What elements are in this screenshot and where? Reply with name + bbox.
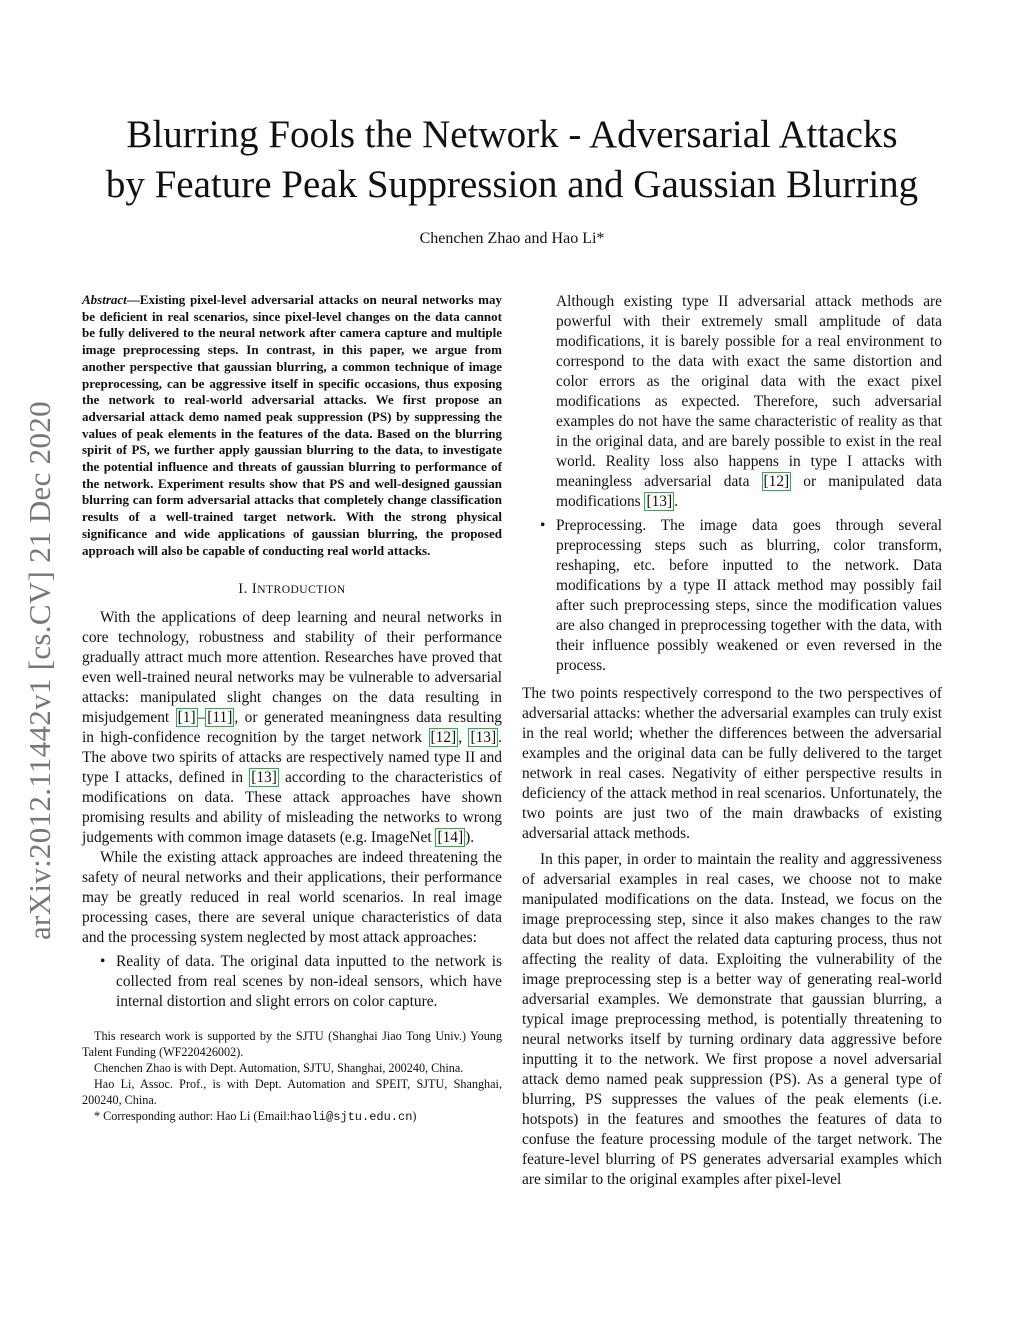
right-column [522, 292, 942, 1190]
left-column [82, 292, 502, 1125]
abstract-text: —Existing pixel-level adversarial attacks on neural networks may be deficient in real scenarios, since pixel-level changes on the data cannot be fully delivered to the neural network after camera capture and multiple image preprocessing steps. In contrast, in this paper, we argue from another perspective that gaussian blurring, a common technique of image preprocessing, can be aggressive itself in specific occasions, thus exposing the network to real-world adversarial attacks. We first propose an adversarial attack demo named peak suppression (PS) by suppressing the values of peak elements in the features of the data. Based on the blurring spirit of PS, we further apply gaussian blurring to the data, to investigate the potential influence and threats of gaussian blurring to performance of the network. Experiment results show that PS and well-designed gaussian blurring can form adversarial attacks that completely change classification results of a well-trained target network. With the strong physical significance and wide applications of gaussian blurring, the proposed approach will also be capable of conducting real world attacks. [82, 292, 502, 558]
citation-link[interactable]: [13] [470, 729, 497, 747]
bullet-reality-of-data: • Reality of data. The original data inputted to the network is collected from real scenes by non-ideal sensors, which have internal distortion and slight errors on color capture. [116, 952, 502, 1012]
citation-link[interactable]: [13] [251, 769, 277, 787]
paragraph-two-points: The two points respectively correspond to the two perspectives of adversarial attacks: whether the adversarial examples can truly exist in the real world; whether the differences between the adversarial examples and the original data can be fully delivered to the target network in real cases. Negativity of either perspective results in deficiency of the attack method in real scenarios. Unfortunately, the two points are just two of the main drawbacks of existing adversarial attack methods. [522, 685, 942, 842]
intro-paragraph-1: With the applications of deep learning and neural networks in core technology, robustness and stability of their performance gradually attract much more attention. Researches have proved that even well-trained neural networks may be vulnerable to adversarial attacks: manipulated slight changes on the data resulting in misjudgement [1] – [11] , or generated meaningness data resulting in high-confidence recognition by the target network [12] , [13] . The above two spirits of attacks are respectively named type II and type I attacks, defined in [13] according to the characteristics of modifications on data. These attack approaches have shown promising results and ability of misleading the networks to wrong judgements with common image datasets (e.g. ImageNet [14] ). [82, 609, 502, 847]
title-line-2: by Feature Peak Suppression and Gaussian Blurring [105, 163, 919, 206]
authors: Chenchen Zhao and Hao Li* [419, 230, 605, 247]
bullet-continuation: Although existing type II adversarial attack methods are powerful with their extremely small amplitude of data modifications, it is barely possible for a real environment to correspond to the data with exact the same distortion and color errors as the original data with the exact pixel modifications as expected. Therefore, such adversarial examples do not have the same characteristic of reality as that in the original data, and are barely possible to exist in the real world. Reality loss also happens in type I attacks with meaningless adversarial data [12] or manipulated data modifications [13] . [556, 293, 942, 510]
paragraph-this-paper: In this paper, in order to maintain the reality and aggressiveness of adversarial examples in real cases, we choose not to make manipulated modifications on the data. Instead, we focus on the image preprocessing step, since it also makes changes to the raw data but does not affect the related data capturing process, thus not affecting the reality of data. Exploiting the vulnerability of the image preprocessing step is a better way of generating real-world adversarial examples. We demonstrate that gaussian blurring, a typical image preprocessing method, is potentially threatening to neural networks itself by turning ordinary data aggressive before inputting it to the network. We first propose a novel adversarial attack demo named peak suppression (PS). As a general type of blurring, PS suppresses the values of the peak elements (i.e. hotspots) in the features and smoothes the features of data to confuse the feature processing module of the target network. The feature-level blurring of PS generates adversarial examples which are similar to the original examples after pixel-level [522, 851, 942, 1188]
citation-link[interactable]: [14] [437, 829, 464, 847]
footnotes [82, 1028, 502, 1125]
bullet-preprocessing: • Preprocessing. The image data goes through several preprocessing steps such as blurring, color transform, reshaping, etc. before inputted to the network. Data modifications by a type II attack method may possibly fail after such preprocessing steps, since the modification values are also changed in preprocessing together with the data, with their influence possibly weakened or even reversed in the process. [556, 516, 942, 676]
paper-title [70, 110, 954, 210]
title-line-1: Blurring Fools the Network - Adversarial Attacks [126, 113, 898, 156]
bullet-list-continued [522, 292, 942, 676]
citation-link[interactable]: [12] [430, 729, 457, 747]
footnote-corresponding: * Corresponding author: Hao Li (Email:haoli@sjtu.edu.cn) [94, 1109, 417, 1125]
abstract-label: Abstract [82, 292, 127, 307]
bullet-list [82, 952, 502, 1012]
footnote-funding: This research work is supported by the SJTU (Shanghai Jiao Tong Univ.) Young Talent Funding (WF220426002). [82, 1029, 502, 1060]
citation-link[interactable]: [13] [646, 493, 673, 510]
abstract [82, 292, 502, 559]
citation-link[interactable]: [1] [177, 709, 196, 727]
intro-paragraph-2: While the existing attack approaches are indeed threatening the safety of neural networks and their applications, their performance may be greatly reduced in real world scenarios. In real image processing cases, there are several unique characteristics of data and the processing system neglected by most attack approaches: [82, 849, 502, 947]
footnote-author-2: Hao Li, Assoc. Prof., is with Dept. Automation and SPEIT, SJTU, Shanghai, 200240, China. [82, 1077, 502, 1108]
email-link[interactable]: haoli@sjtu.edu.cn [289, 1110, 413, 1125]
citation-link[interactable]: [11] [207, 709, 233, 727]
arxiv-stamp: arXiv:2012.11442v1 [cs.CV] 21 Dec 2020 [22, 401, 57, 940]
section-heading-introduction: I. INTRODUCTION [238, 581, 346, 598]
footnote-author-1: Chenchen Zhao is with Dept. Automation, SJTU, Shanghai, 200240, China. [94, 1061, 464, 1076]
citation-link[interactable]: [12] [763, 473, 790, 490]
